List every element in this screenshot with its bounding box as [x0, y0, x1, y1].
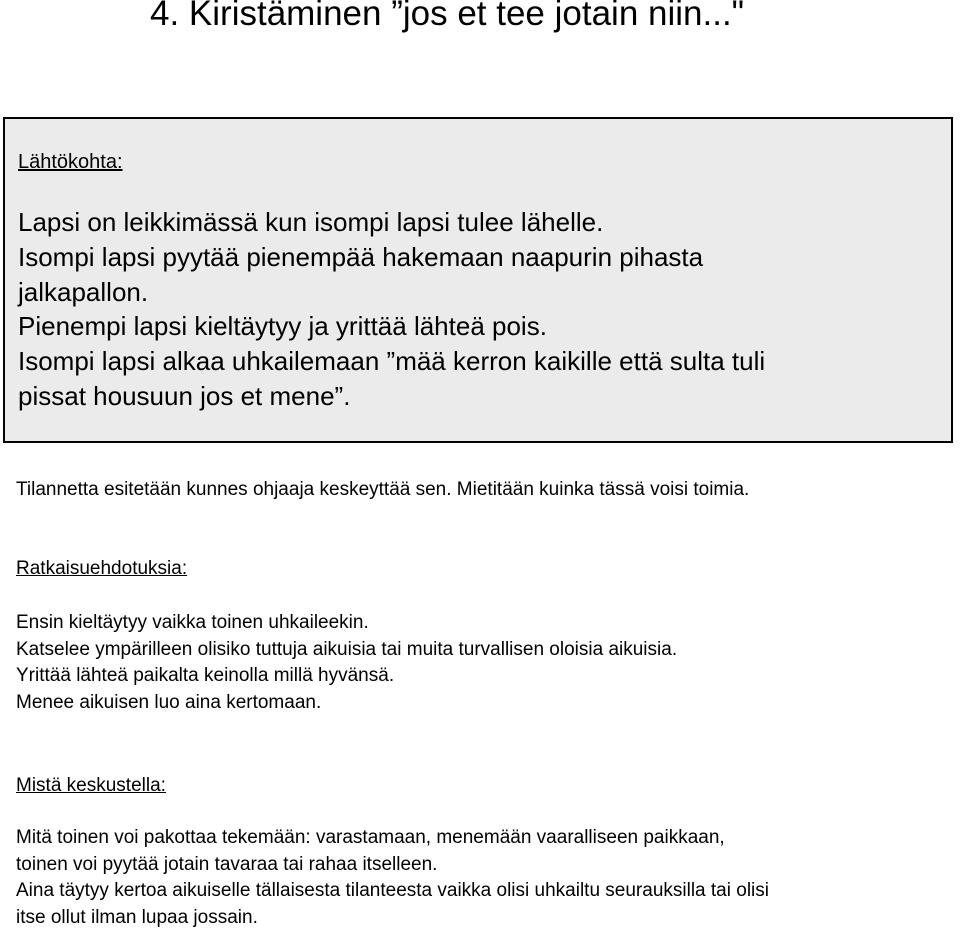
- scenario-box: [3, 117, 953, 443]
- scenario-line: Lapsi on leikkimässä kun isompi lapsi tulee lähelle.: [18, 207, 604, 237]
- discussion-item: itse ollut ilman lupaa jossain.: [16, 906, 258, 928]
- solutions-list: [16, 610, 677, 716]
- scenario-line: Pienempi lapsi kieltäytyy ja yrittää lähteä pois.: [18, 311, 547, 342]
- scenario-text: [18, 205, 938, 414]
- solutions-heading: Ratkaisuehdotuksia:: [16, 558, 188, 579]
- solution-item: Ensin kieltäytyy vaikka toinen uhkaileekin.: [16, 612, 369, 633]
- scenario-label: Lähtökohta:: [18, 151, 123, 173]
- solution-item: Katselee ympärilleen olisiko tuttuja aikuisia tai muita turvallisen oloisia aikuisia.: [16, 638, 678, 660]
- discussion-item: toinen voi pyytää jotain tavaraa tai rahaa itselleen.: [16, 853, 438, 875]
- instruction-text: Tilannetta esitetään kunnes ohjaaja keskeyttää sen. Mietitään kuinka tässä voisi toimia.: [16, 479, 750, 500]
- discussion-item: Aina täytyy kertoa aikuiselle tällaisesta tilanteesta vaikka olisi uhkailtu seurauksilla tai olisi: [16, 880, 769, 901]
- discussion-heading: Mistä keskustella:: [16, 775, 166, 796]
- scenario-line: Isompi lapsi pyytää pienempää hakemaan naapurin pihasta: [18, 241, 704, 272]
- scenario-line: Isompi lapsi alkaa uhkailemaan ”mää kerron kaikille että sulta tuli: [18, 346, 766, 377]
- discussion-item: Mitä toinen voi pakottaa tekemään: varastamaan, menemään vaaralliseen paikkaan,: [16, 827, 725, 848]
- discussion-list: [16, 825, 769, 931]
- solution-item: Menee aikuisen luo aina kertomaan.: [16, 691, 322, 713]
- page-title: 4. Kiristäminen ”jos et tee jotain niin...": [150, 0, 745, 33]
- scenario-line: jalkapallon.: [18, 276, 149, 307]
- scenario-line: pissat housuun jos et mene”.: [18, 380, 351, 411]
- solution-item: Yrittää lähteä paikalta keinolla millä hyvänsä.: [16, 665, 395, 686]
